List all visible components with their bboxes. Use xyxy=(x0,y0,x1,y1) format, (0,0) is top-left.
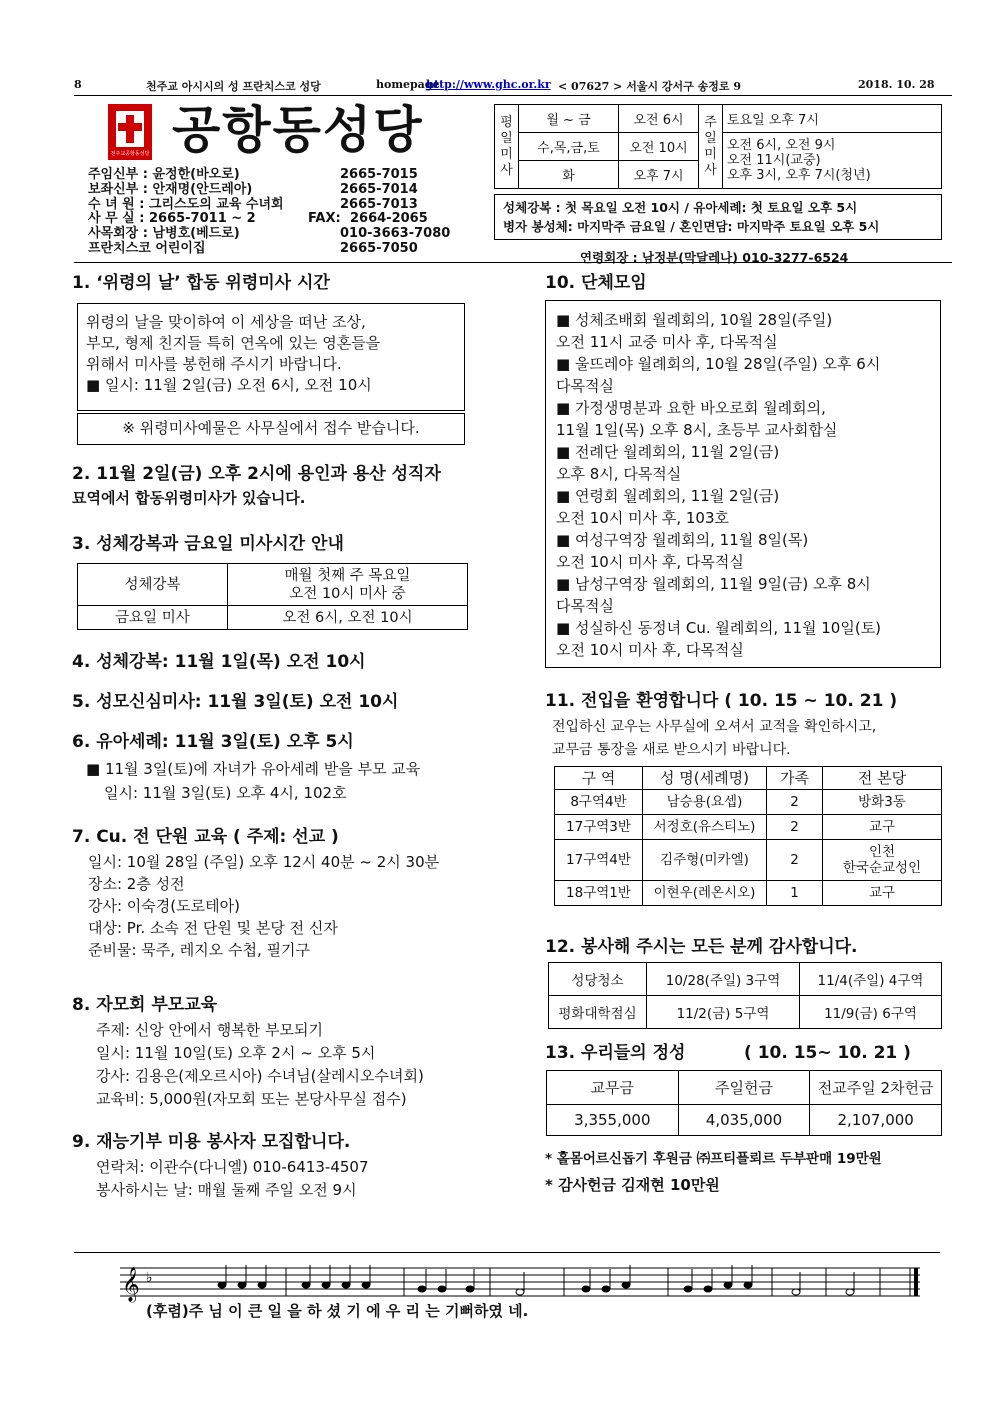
table-row: 성당청소 10/28(주일) 3구역 11/4(주일) 4구역 xyxy=(549,963,942,996)
list-item: ■ 성실하신 동정녀 Cu. 월례회의, 11월 10일(토) xyxy=(556,619,882,637)
list-item: ■ 가정생명분과 요한 바오로회 월례회의, xyxy=(556,399,826,417)
section-7-line: 대상: Pr. 소속 전 단원 및 본당 전 신자 xyxy=(88,919,338,937)
section-8-line: 강사: 김용은(제오르시아) 수녀님(살레시오수녀회) xyxy=(96,1067,424,1085)
section-7-title: 7. Cu. 전 단원 교육 ( 주제: 선교 ) xyxy=(72,827,339,847)
section-6-line1: ■ 11월 3일(토)에 자녀가 유아세례 받을 부모 교육 xyxy=(86,760,421,778)
list-item: 오전 10시 미사 후, 다목적실 xyxy=(556,641,744,659)
section-7-line: 장소: 2층 성전 xyxy=(88,875,185,893)
section-9-line: 봉사하시는 날: 매월 둘째 주일 오전 9시 xyxy=(96,1181,357,1199)
donation-note-2: * 감사헌금 김재현 10만원 xyxy=(545,1176,720,1194)
table-row: 18구역1반 이현우(레온시오) 1 교구 xyxy=(555,881,942,906)
header-rule xyxy=(74,95,952,96)
address: < 07627 > 서울시 강서구 송정로 9 xyxy=(558,80,741,93)
sunday-mass-label: 주일미사 xyxy=(699,105,723,189)
list-item: 11월 1일(목) 오후 8시, 초등부 교사회합실 xyxy=(556,421,838,439)
list-item: 오전 11시 교중 미사 후, 다목적실 xyxy=(556,333,778,351)
section-8-title: 8. 자모회 부모교육 xyxy=(72,995,218,1015)
table-row: 17구역4반 김주형(미카엘) 2 인천 한국순교성인 xyxy=(555,840,942,881)
section-10-title: 10. 단체모임 xyxy=(545,273,647,293)
footer-rule xyxy=(74,1252,940,1253)
memorial-offering-note: ※ 위령미사예물은 사무실에서 접수 받습니다. xyxy=(77,413,465,445)
section-13-title: 13. 우리들의 정성 xyxy=(545,1043,686,1063)
church-logo-icon: 천주교공항동성당 xyxy=(108,104,152,160)
section-1-title: 1. ‘위령의 날’ 합동 위령미사 시간 xyxy=(72,273,330,293)
section-9-line: 연락처: 이관수(다니엘) 010-6413-4507 xyxy=(96,1158,369,1176)
section-3-title: 3. 성체강복과 금요일 미사시간 안내 xyxy=(72,534,344,554)
homepage-label: homepage xyxy=(376,78,440,91)
section-11-title: 11. 전입을 환영합니다 ( 10. 15 ~ 10. 21 ) xyxy=(545,691,898,711)
volunteer-table xyxy=(548,962,942,1029)
hymn-lyrics: (후렴)주 님 이 큰 일 을 하 셨 기 에 우 리 는 기뻐하였 네. xyxy=(146,1302,529,1320)
section-5-title: 5. 성모신심미사: 11월 3일(토) 오전 10시 xyxy=(72,692,399,712)
section-9-title: 9. 재능기부 미용 봉사자 모집합니다. xyxy=(72,1132,351,1152)
section-7-line: 강사: 이숙경(도로테아) xyxy=(88,897,240,915)
section-8-line: 일시: 11월 10일(토) 오후 2시 ~ 오후 5시 xyxy=(96,1044,376,1062)
memorial-mass-box: 위령의 날을 맞이하여 이 세상을 떠난 조상, 부모, 형제 친지들 특히 연옥에 있는 영혼들을 위해서 미사를 봉헌해 주시기 바랍니다. ■ 일시: 11월 2일(금) 오전 6시, 오전 10시 xyxy=(77,303,465,411)
list-item: ■ 전례단 월례회의, 11월 2일(금) xyxy=(556,443,780,461)
section-13-period: ( 10. 15~ 10. 21 ) xyxy=(744,1043,911,1063)
list-item: 오전 10시 미사 후, 103호 xyxy=(556,509,729,527)
list-item: 다목적실 xyxy=(556,377,614,395)
section-4-title: 4. 성체강복: 11월 1일(목) 오전 10시 xyxy=(72,652,366,672)
section-2-line1: 2. 11월 2일(금) 오후 2시에 용인과 용산 성직자 xyxy=(72,464,441,484)
list-item: ■ 남성구역장 월례회의, 11월 9일(금) 오후 8시 xyxy=(556,575,871,593)
section-7-line: 일시: 10월 28일 (주일) 오후 12시 40분 ~ 2시 30분 xyxy=(88,853,440,871)
section-6-title: 6. 유아세례: 11월 3일(토) 오후 5시 xyxy=(72,732,354,752)
page-title: 공항동성당 xyxy=(172,101,424,159)
svg-text:♭: ♭ xyxy=(146,1270,153,1286)
staff-directory: 주임신부 : 윤정한(바오로) 2665-7015 보좌신부 : 안재명(안드레아) 2665-7014 수 녀 원 : 그리스도의 교육 수녀회 2665-7013 사 무 실 : 2665-7011 ~ 2 FAX: 2664-2065 사목회장 : 남병호(베드로) 010-3663-7080 프란치스코 어린이집 2665-7050 xyxy=(88,167,451,256)
table-row: 17구역3반 서정호(유스티노) 2 교구 xyxy=(555,815,942,840)
section-6-line2: 일시: 11월 3일(토) 오후 4시, 102호 xyxy=(104,784,347,802)
page-header xyxy=(74,78,952,94)
list-item: 다목적실 xyxy=(556,597,614,615)
donation-note-1: * 홀몸어르신돕기 후원금 ㈜프티플뢰르 두부판매 19만원 xyxy=(545,1151,882,1167)
list-item: ■ 성체조배회 월례회의, 10월 28일(주일) xyxy=(556,311,833,329)
offerings-table: 교무금 주일헌금 전교주일 2차헌금 3,355,000 4,035,000 2,107,000 xyxy=(546,1070,942,1136)
treble-clef-icon: 𝄞 xyxy=(122,1267,140,1302)
section-11-intro2: 교무금 통장을 새로 받으시기 바랍니다. xyxy=(552,742,791,758)
funeral-society-head: 연령회장 : 남정분(막달레나) 010-3277-6524 xyxy=(580,250,849,265)
table-row: 평화대학점심 11/2(금) 5구역 11/9(금) 6구역 xyxy=(549,996,942,1029)
section-rule xyxy=(74,262,952,263)
section-11-intro1: 전입하신 교우는 사무실에 오셔서 교적을 확인하시고, xyxy=(552,719,877,735)
new-parishioners-table: 구 역 성 명(세례명) 가족 전 본당 8구역4반 남승용(요셉) 2 방화3동 17구역3반 서정호(유스티노) 2 교구 17구역4반 김주형(미카엘) 2 인천 한국순교성인 18구역1반 이현우(레온시오) 1 교구 xyxy=(554,766,942,906)
list-item: 오후 8시, 다목적실 xyxy=(556,465,682,483)
parish-name: 천주교 아시시의 성 프란치스코 성당 xyxy=(146,80,321,93)
weekday-mass-label: 평일미사 xyxy=(495,105,519,189)
section-2-line2: 묘역에서 합동위령미사가 있습니다. xyxy=(72,489,306,507)
issue-date: 2018. 10. 28 xyxy=(858,78,935,91)
homepage-link[interactable]: http://www.ghc.or.kr xyxy=(426,78,551,91)
section-8-line: 교육비: 5,000원(자모회 또는 본당사무실 접수) xyxy=(96,1090,407,1108)
benediction-table: 성체강복 매월 첫째 주 목요일 오전 10시 미사 중 금요일 미사 오전 6시, 오전 10시 xyxy=(77,563,468,630)
table-row: 8구역4반 남승용(요셉) 2 방화3동 xyxy=(555,790,942,815)
list-item: 오전 10시 미사 후, 다목적실 xyxy=(556,553,744,571)
sacrament-notice-box: 성체강복 : 첫 목요일 오전 10시 / 유아세례: 첫 토요일 오후 5시 병자 봉성체: 마지막주 금요일 / 혼인면담: 마지막주 토요일 오후 5시 xyxy=(494,194,942,240)
mass-schedule-table: 평일미사 월 ~ 금 오전 6시 주일미사 토요일 오후 7시 수,목,금,토 오전 10시 오전 6시, 오전 9시 오전 11시(교중) 오후 3시, 오후 7시(청년) 화 오후 7시 xyxy=(494,104,942,189)
list-item: ■ 연령회 월례회의, 11월 2일(금) xyxy=(556,487,780,505)
list-item: ■ 여성구역장 월례회의, 11월 8일(목) xyxy=(556,531,809,549)
list-item: ■ 울뜨레야 월례회의, 10월 28일(주일) 오후 6시 xyxy=(556,355,881,373)
group-meetings-box xyxy=(545,300,941,668)
section-7-line: 준비물: 묵주, 레지오 수첩, 필기구 xyxy=(88,941,311,959)
section-12-title: 12. 봉사해 주시는 모든 분께 감사합니다. xyxy=(545,937,858,957)
page-number: 8 xyxy=(74,78,82,91)
section-8-line: 주제: 신앙 안에서 행복한 부모되기 xyxy=(96,1021,323,1039)
